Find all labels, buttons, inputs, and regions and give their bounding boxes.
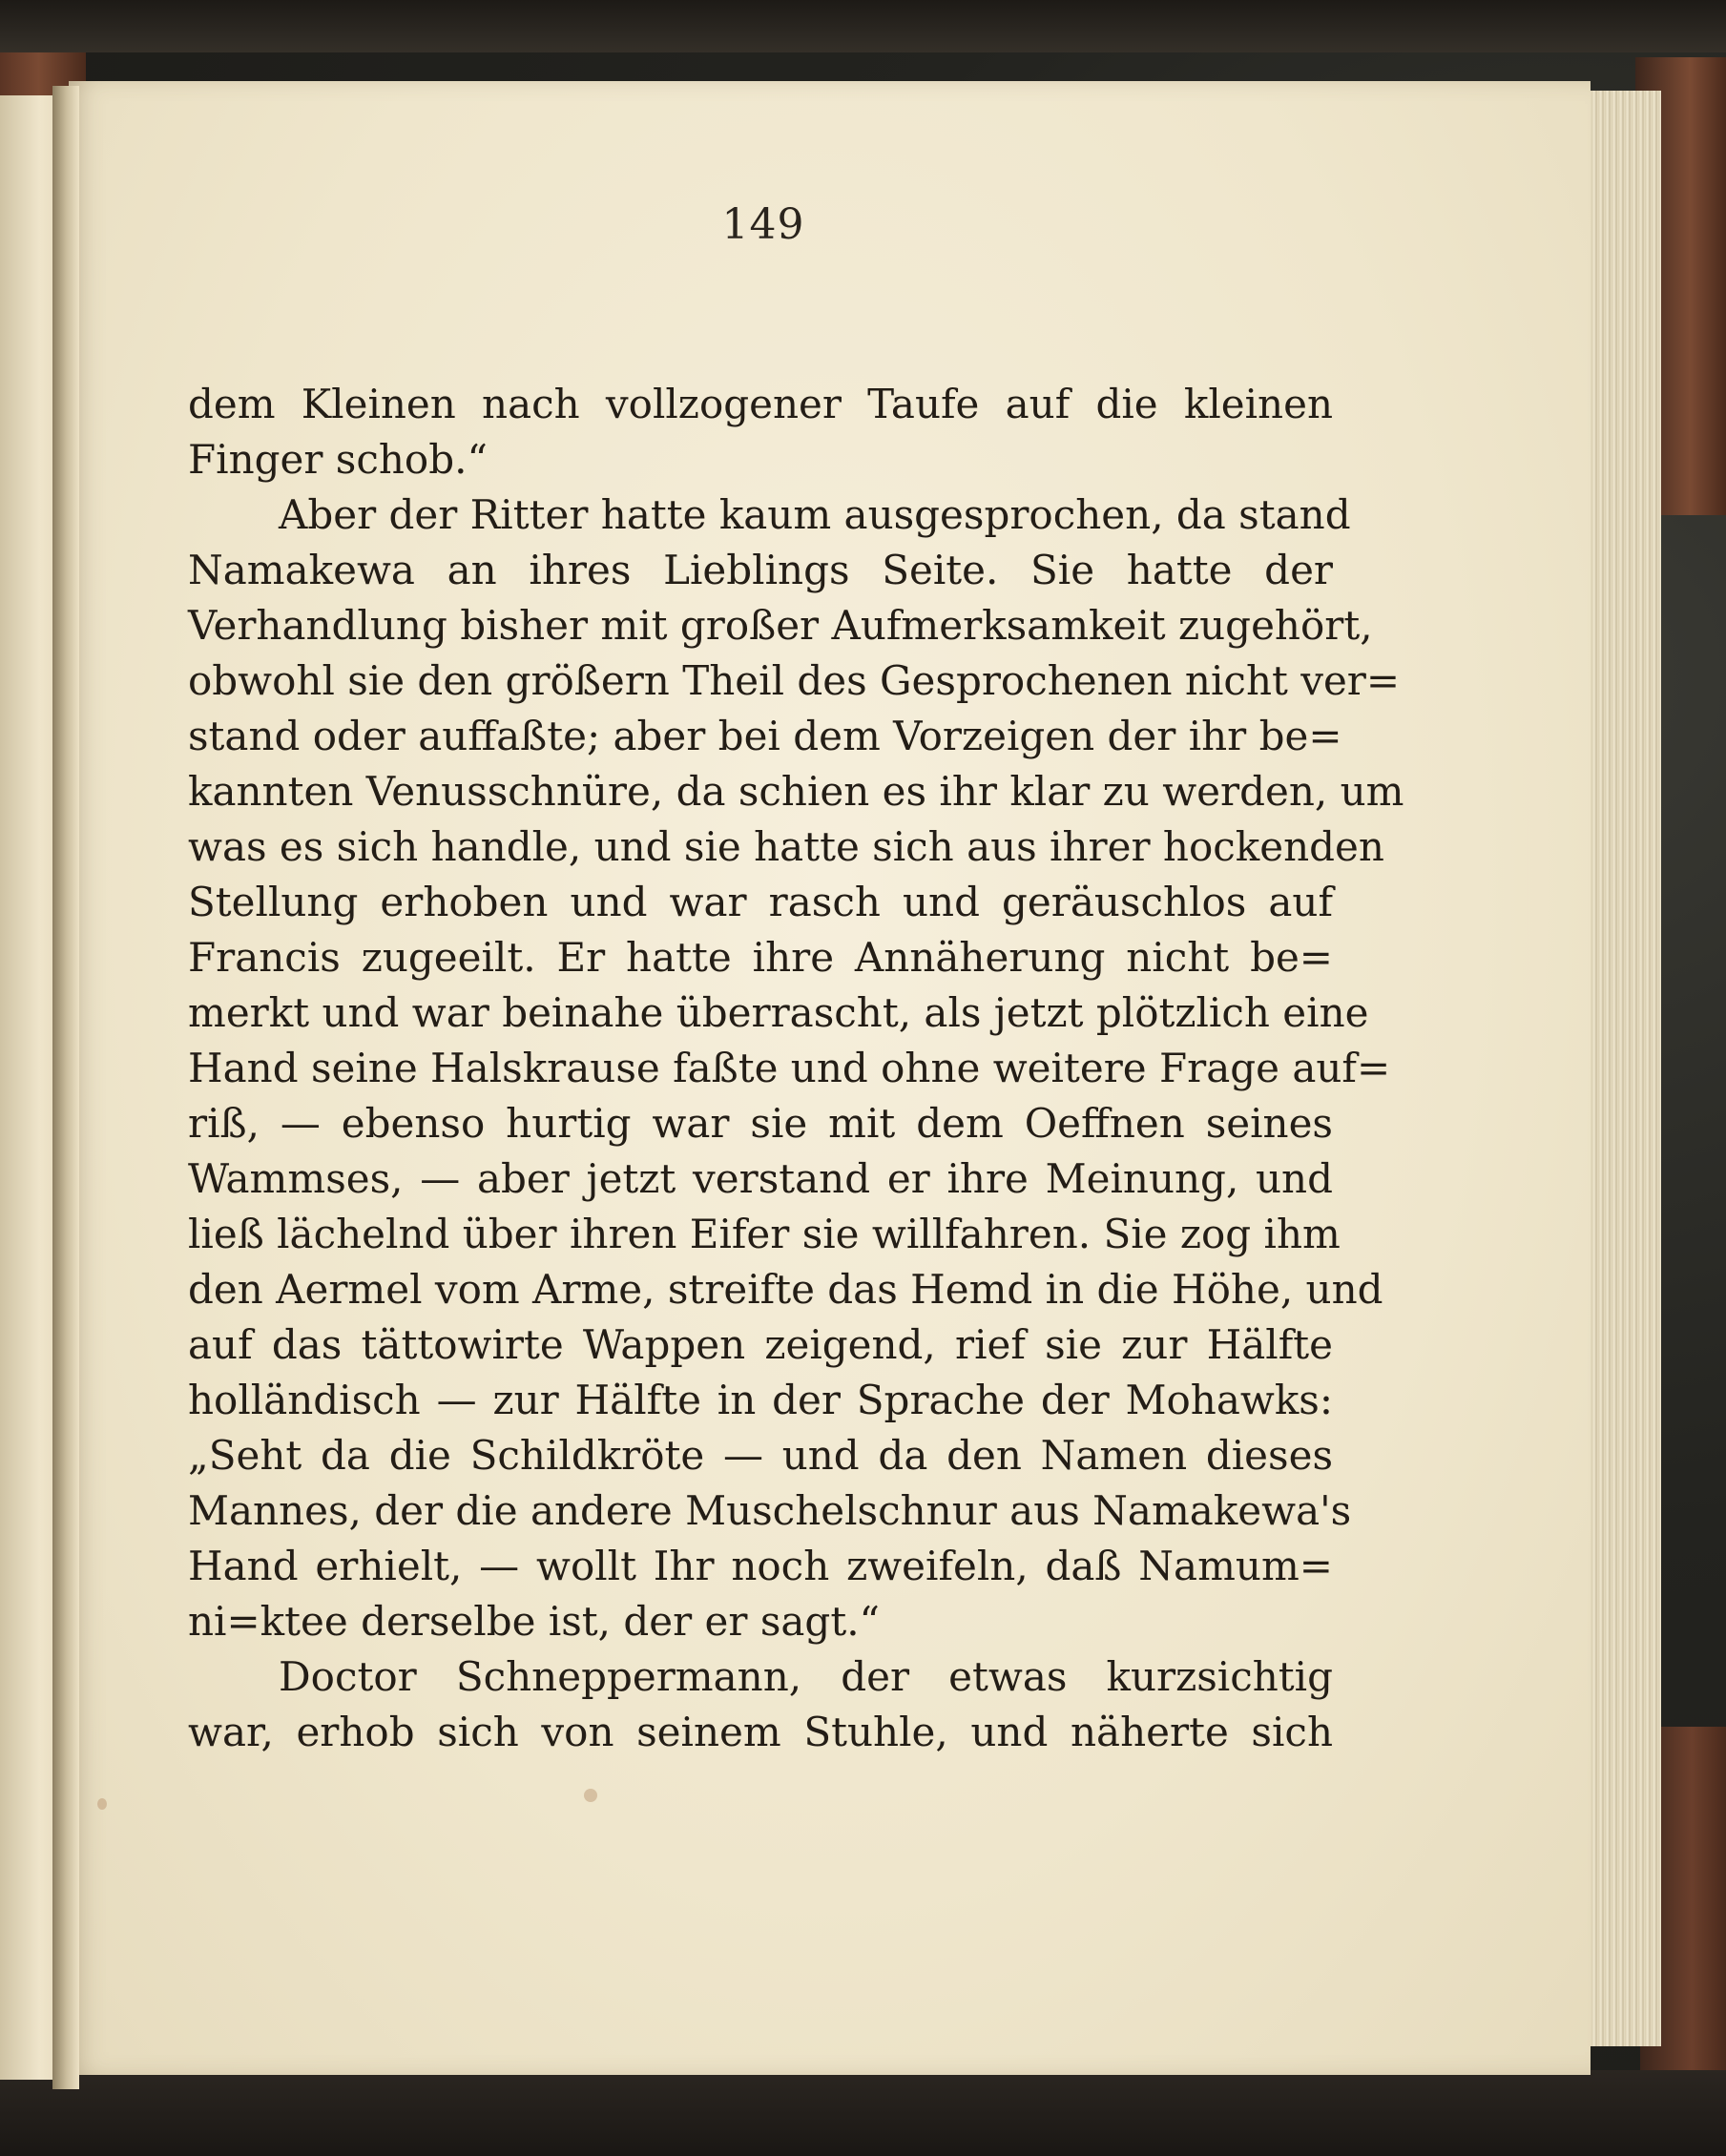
text-line: stand oder auffaßte; aber bei dem Vorzeigen der ihr be= [188, 713, 1342, 759]
text-line: Aber der Ritter hatte kaum ausgesprochen, da stand [279, 491, 1351, 538]
text-line: obwohl sie den größern Theil des Gesprochenen nicht ver= [188, 657, 1401, 704]
page-stain [97, 1798, 107, 1810]
text-line: Finger schob.“ [188, 436, 488, 483]
text-line: auf das tättowirte Wappen zeigend, rief sie zur Hälfte [188, 1321, 1333, 1368]
text-line: „Seht da die Schildkröte — und da den Namen dieses [188, 1432, 1333, 1479]
text-line: Hand seine Halskrause faßte und ohne weitere Frage auf= [188, 1045, 1391, 1091]
text-line: was es sich handle, und sie hatte sich aus ihrer hockenden [188, 823, 1384, 870]
text-line: den Aermel vom Arme, streifte das Hemd in die Höhe, und [188, 1266, 1383, 1313]
page-gutter [52, 86, 79, 2089]
text-line: Wammses, — aber jetzt verstand er ihre Meinung, und [188, 1155, 1333, 1202]
cover-bottom-edge [0, 2070, 1726, 2156]
text-line: Stellung erhoben und war rasch und geräuschlos auf [188, 879, 1333, 925]
text-line: war, erhob sich von seinem Stuhle, und näherte sich [188, 1709, 1333, 1755]
page-stack-edge [1584, 91, 1661, 2046]
page-number: 149 [721, 200, 805, 249]
text-line: ni=ktee derselbe ist, der er sagt.“ [188, 1598, 881, 1645]
text-line: kannten Venusschnüre, da schien es ihr klar zu werden, um [188, 768, 1404, 815]
text-line: ließ lächelnd über ihren Eifer sie willfahren. Sie zog ihm [188, 1211, 1341, 1257]
text-line: Mannes, der die andere Muschelschnur aus Namakewa's [188, 1487, 1352, 1534]
page-stain [584, 1789, 597, 1802]
text-line: Francis zugeeilt. Er hatte ihre Annäherung nicht be= [188, 934, 1333, 981]
text-line: dem Kleinen nach vollzogener Taufe auf die kleinen [188, 381, 1333, 427]
text-line: Namakewa an ihres Lieblings Seite. Sie hatte der [188, 547, 1333, 593]
text-line: Verhandlung bisher mit großer Aufmerksamkeit zugehört, [188, 602, 1373, 649]
text-line: Doctor Schneppermann, der etwas kurzsichtig [279, 1653, 1333, 1700]
text-line: Hand erhielt, — wollt Ihr noch zweifeln, daß Namum= [188, 1543, 1333, 1589]
text-line: merkt und war beinahe überrascht, als jetzt plötzlich eine [188, 989, 1369, 1036]
text-line: riß, — ebenso hurtig war sie mit dem Oeffnen seines [188, 1100, 1333, 1147]
text-line: holländisch — zur Hälfte in der Sprache der Mohawks: [188, 1377, 1333, 1423]
